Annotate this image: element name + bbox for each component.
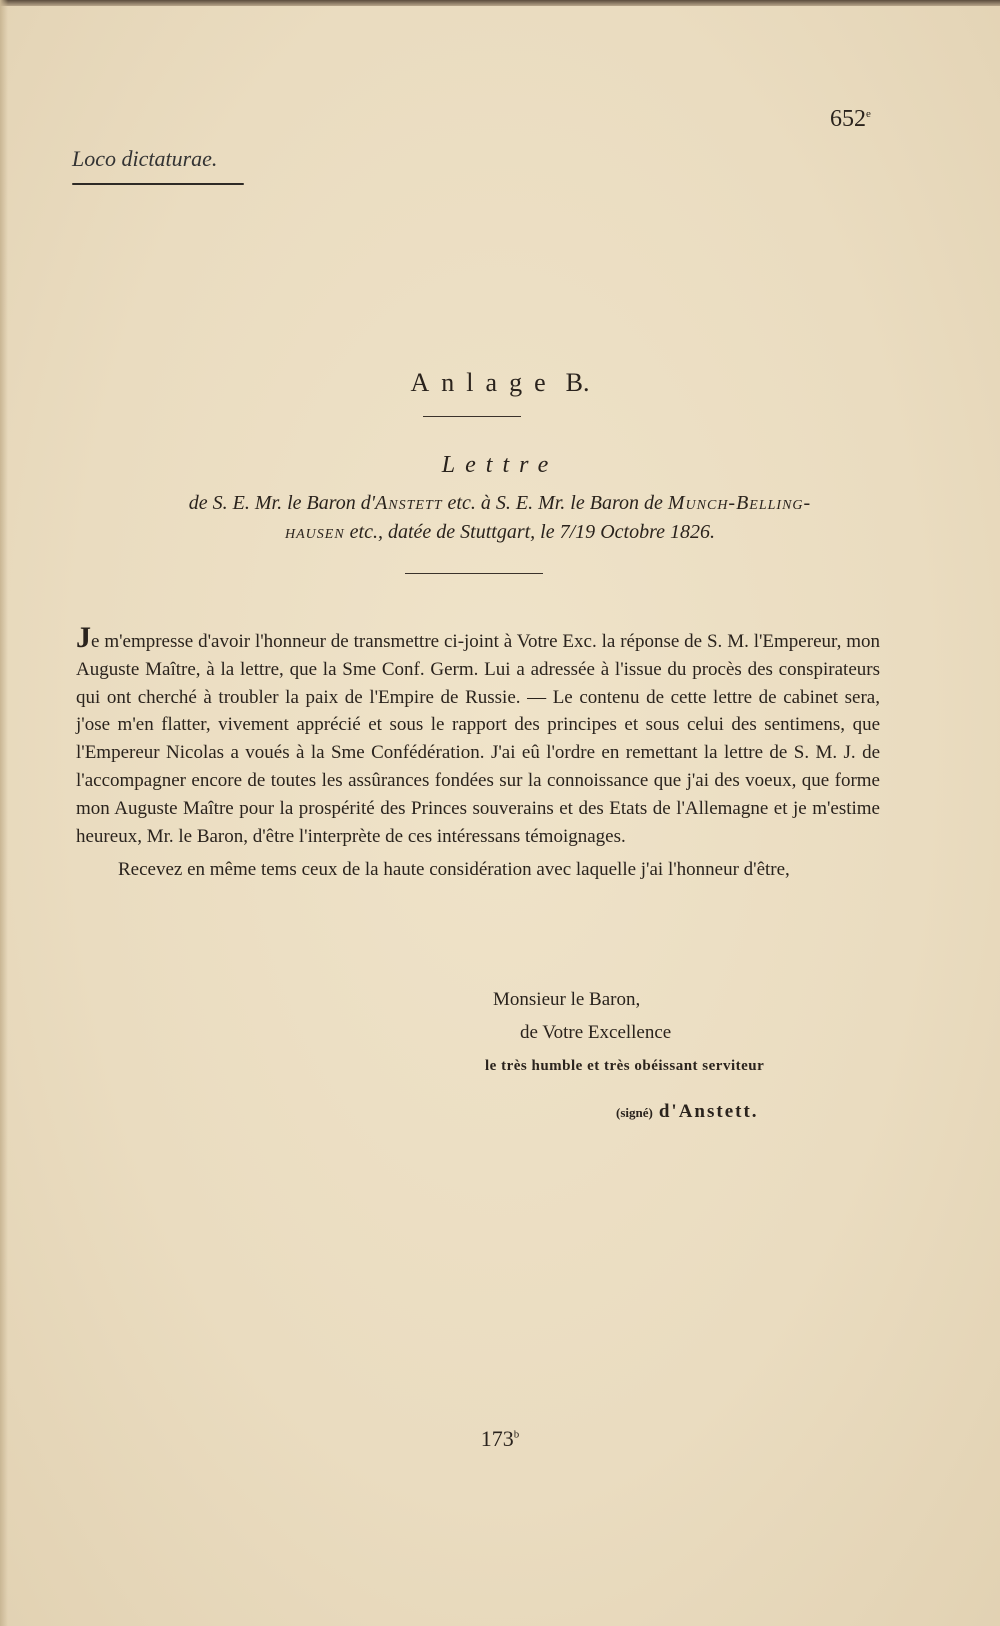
address-rule [405, 573, 543, 574]
annotation-underline [72, 183, 244, 185]
closing-salutation: Monsieur le Baron, [493, 989, 641, 1010]
page-top-edge [0, 0, 1000, 6]
marginal-annotation: Loco dictaturae. [72, 146, 218, 171]
lettre-subheading: Lettre [441, 452, 559, 478]
drop-cap: J [76, 621, 91, 654]
closing-excellence: de Votre Excellence [520, 1022, 672, 1043]
body-paragraph-1: Je m'empresse d'avoir l'honneur de transmettre ci-joint à Votre Exc. la réponse de S. M. l'Empereur, mon Auguste Maître, à la lettre, que la Sme Conf. Germ. Lui a adressée à l'issue du procès des conspirateurs qui ont cherché à troubler la paix de l'Empire de Russie. — Le contenu de cette lettre de cabinet sera, j'ose m'en flatter, vivement apprécié et sous le rapport des principes et sous celui des sentimens, que l'Empereur Nicolas a voués à la Sme Confédération. J'ai eû l'ordre en remettant la lettre de S. M. J. de l'accompagner encore de toutes les assûrances fondées sur la connoissance que j'ai des voeux, que forme mon Auguste Maître pour la prospérité des Princes souverains et des Etats de l'Allemagne et je m'estime heureux, Mr. le Baron, d'être l'interprète de ces intéressans témoignages. [76, 621, 880, 847]
heading-rule [423, 416, 521, 417]
address-line-2: hausen etc., datée de Stuttgart, le 7/19 Octobre 1826. [285, 521, 715, 543]
letter-body [76, 621, 880, 884]
page-number: 173$^b$ [480, 1426, 520, 1451]
address-line-1: de S. E. Mr. le Baron d'Anstett etc. à S. E. Mr. le Baron de Munch-Belling- [188, 492, 812, 514]
folio-number: 652e [830, 106, 871, 132]
signature-line: (signé) d'Anstett. [616, 1101, 759, 1122]
page-left-edge [0, 0, 8, 1626]
closing-servant-line: le très humble et très obéissant serviteur [485, 1058, 765, 1074]
anlage-heading: Anlage B. [410, 368, 590, 397]
body-paragraph-2: Recevez en même tems ceux de la haute considération avec laquelle j'ai l'honneur d'être, [118, 859, 790, 881]
